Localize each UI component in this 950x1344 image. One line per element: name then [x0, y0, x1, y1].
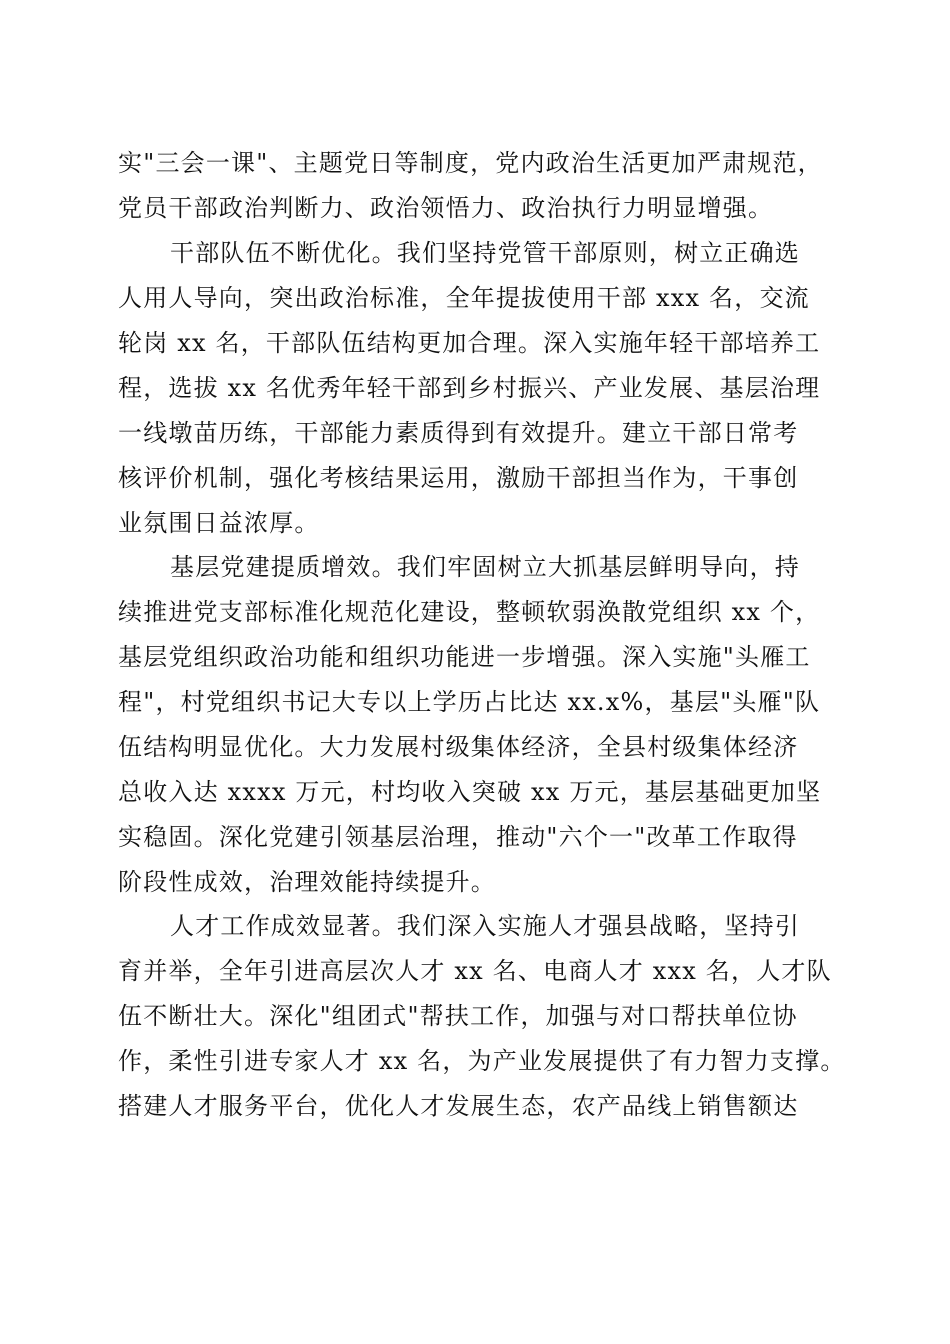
text-line: 作，柔性引进专家人才 xx 名，为产业发展提供了有力智力支撑。	[118, 1047, 846, 1075]
text-line: 干部队伍不断优化。我们坚持党管干部原则，树立正确选	[170, 239, 800, 267]
text-line: 人用人导向，突出政治标准，全年提拔使用干部 xxx 名，交流	[118, 284, 810, 312]
text-line: 程，选拔 xx 名优秀年轻干部到乡村振兴、产业发展、基层治理	[118, 374, 821, 402]
text-line: 总收入达 xxxx 万元，村均收入突破 xx 万元，基层基础更加坚	[118, 778, 822, 806]
text-line: 核评价机制，强化考核结果运用，激励干部担当作为，干事创	[118, 464, 799, 492]
text-line: 搭建人才服务平台，优化人才发展生态，农产品线上销售额达	[118, 1092, 799, 1120]
text-line: 育并举，全年引进高层次人才 xx 名、电商人才 xxx 名，人才队	[118, 957, 832, 985]
text-line: 基层党组织政治功能和组织功能进一步增强。深入实施"头雁工	[118, 643, 811, 671]
text-line: 一线墩苗历练，干部能力素质得到有效提升。建立干部日常考	[118, 419, 799, 447]
text-line: 实"三会一课"、主题党日等制度，党内政治生活更加严肃规范，	[118, 149, 823, 177]
text-line: 党员干部政治判断力、政治领悟力、政治执行力明显增强。	[118, 194, 774, 222]
text-line: 程"，村党组织书记大专以上学历占比达 xx.x%，基层"头雁"队	[118, 688, 821, 716]
text-line: 人才工作成效显著。我们深入实施人才强县战略，坚持引	[170, 912, 800, 940]
text-line: 伍结构明显优化。大力发展村级集体经济，全县村级集体经济	[118, 733, 799, 761]
text-line: 基层党建提质增效。我们牢固树立大抓基层鲜明导向，持	[170, 553, 800, 581]
text-line: 业氛围日益浓厚。	[118, 509, 320, 537]
text-line: 阶段性成效，治理效能持续提升。	[118, 868, 496, 896]
text-line: 轮岗 xx 名，干部队伍结构更加合理。深入实施年轻干部培养工	[118, 329, 821, 357]
text-line: 实稳固。深化党建引领基层治理，推动"六个一"改革工作取得	[118, 823, 798, 851]
text-line: 伍不断壮大。深化"组团式"帮扶工作，加强与对口帮扶单位协	[118, 1002, 798, 1030]
text-line: 续推进党支部标准化规范化建设，整顿软弱涣散党组织 xx 个，	[118, 598, 821, 626]
